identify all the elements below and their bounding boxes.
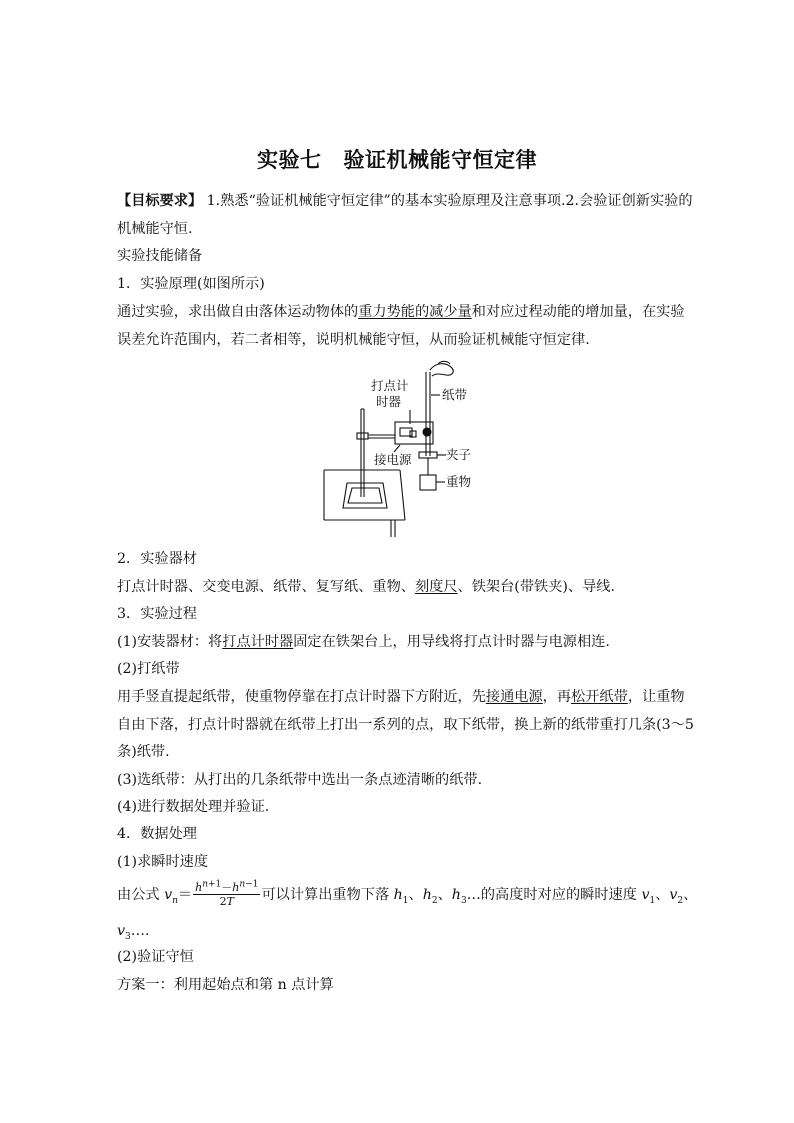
- section-2-heading: 2．实验器材: [117, 551, 197, 567]
- step-2-heading: (2)打纸带: [117, 661, 180, 677]
- plan-one: 方案一：利用起始点和第 n 点计算: [117, 977, 334, 993]
- title-experiment-name: 验证机械能守恒定律: [343, 147, 537, 172]
- equipment-line: [117, 577, 615, 597]
- formula-line-2: $v_3\dots$.: [117, 923, 150, 942]
- step-2-text-b: ，再: [542, 689, 572, 705]
- goal-line-1: [117, 191, 693, 211]
- principle-text-a: 通过实验，求出做自由落体运动物体的: [117, 304, 359, 320]
- title-experiment-number: 实验七: [257, 147, 322, 172]
- step-4: (4)进行数据处理并验证.: [117, 799, 270, 815]
- equipment-underlined: 刻度尺: [414, 579, 458, 595]
- formula-pre: 由公式: [117, 887, 165, 903]
- goal-tag: 【目标要求】: [117, 193, 203, 209]
- step-2-underlined-1: 接通电源: [485, 689, 543, 705]
- label-timer-1: 打点计: [371, 378, 409, 393]
- step-1-text-b: 固定在铁架台上，用导线将打点计时器与电源相连.: [293, 634, 610, 650]
- formula-end: ….: [130, 923, 150, 939]
- step-2-line-1: [117, 687, 685, 707]
- goal-text-1: 1.熟悉“验证机械能守恒定律”的基本实验原理及注意事项.2.会验证创新实验的: [206, 193, 693, 209]
- formula-line: 由公式 $v_n=$ $\frac{h^{n+1}-h^{n-1}}{2T}$ 可以计算出重物下落 $h_1$、$h_2$、$h_3\dots$的高度时对应的瞬时速度 $v_1$、$v_2$、: [117, 879, 698, 908]
- step-3: (3)选纸带：从打出的几条纸带中选出一条点迹清晰的纸带.: [117, 772, 483, 788]
- formula-tail: 的高度时对应的瞬时速度: [480, 887, 642, 903]
- skills-heading: 实验技能储备: [117, 248, 203, 264]
- label-clip: 夹子: [446, 447, 472, 462]
- label-timer-2: 时器: [376, 394, 402, 409]
- label-tape: 纸带: [442, 387, 468, 402]
- principle-underlined: 重力势能的减少量: [358, 304, 472, 320]
- formula-post: 可以计算出重物下落: [261, 887, 394, 903]
- step-1-text-a: (1)安装器材：将: [117, 634, 223, 650]
- weight-box: [420, 475, 436, 490]
- step-1: [117, 632, 610, 652]
- step-2-text-c: ，让重物: [627, 689, 685, 705]
- label-power: 接电源: [374, 452, 412, 467]
- sub-heading-velocity: (1)求瞬时速度: [117, 854, 209, 870]
- step-2-line-2: 自由下落，打点计时器就在纸带上打出一系列的点，取下纸带，换上新的纸带重打几条(3～5: [117, 717, 694, 733]
- clip-shape: [419, 452, 437, 458]
- section-4-heading: 4．数据处理: [117, 826, 197, 842]
- equipment-text-a: 打点计时器、交变电源、纸带、复写纸、重物、: [117, 579, 415, 595]
- section-3-heading: 3．实验过程: [117, 606, 197, 622]
- principle-line-2: 误差允许范围内，若二者相等，说明机械能守恒，从而验证机械能守恒定律.: [117, 332, 590, 348]
- principle-line-1: [117, 302, 685, 322]
- goal-line-2: 机械能守恒.: [117, 221, 193, 237]
- step-1-underlined: 打点计时器: [222, 634, 294, 650]
- formula-fraction: $\frac{h^{n+1}-h^{n-1}}{2T}$: [195, 879, 259, 908]
- sub-heading-verify: (2)验证守恒: [117, 949, 194, 965]
- section-1-heading: 1．实验原理(如图所示): [117, 276, 265, 292]
- step-2-line-3: 条)纸带.: [117, 744, 170, 760]
- page-title: [0, 144, 794, 174]
- principle-text-b: 和对应过程动能的增加量，在实验: [471, 304, 685, 320]
- equipment-text-b: 、铁架台(带铁夹)、导线.: [457, 579, 615, 595]
- apparatus-figure: [318, 356, 478, 541]
- step-2-text-a: 用手竖直提起纸带，使重物停靠在打点计时器下方附近，先: [117, 689, 486, 705]
- step-2-underlined-2: 松开纸带: [571, 689, 628, 705]
- label-weight: 重物: [446, 474, 472, 489]
